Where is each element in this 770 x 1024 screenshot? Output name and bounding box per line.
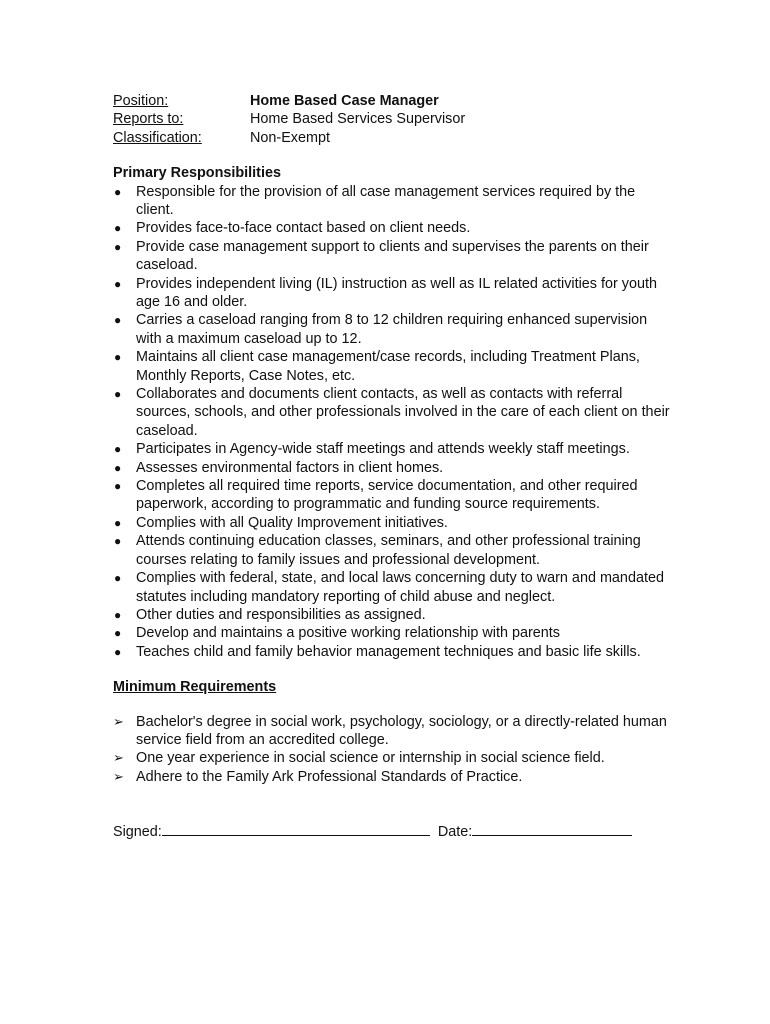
arrow-bullet-icon: ➢ (113, 768, 124, 784)
classification-label: Classification: (113, 129, 202, 146)
list-item: ● Maintains all client case management/case records, including Treatment Plans, Monthly Reports, Case Notes, etc. (114, 349, 640, 384)
list-item: ● Other duties and responsibilities as assigned. (114, 606, 426, 623)
classification-value: Non-Exempt (250, 129, 330, 146)
signed-label: Signed: (113, 824, 162, 841)
list-item: ➢ Adhere to the Family Ark Professional Standards of Practice. (113, 768, 523, 785)
requirements-list (113, 713, 673, 787)
position-value: Home Based Case Manager (250, 93, 439, 109)
bullet-icon: ● (114, 221, 122, 236)
position-label: Position: (113, 93, 169, 109)
bullet-icon: ● (114, 460, 122, 475)
bullet-icon: ● (114, 442, 122, 457)
reports-to-value: Home Based Services Supervisor (250, 111, 466, 128)
list-item: ● Responsible for the provision of all case management services required by the client. (114, 183, 636, 218)
list-item: ● Collaborates and documents client contacts, as well as contacts with referral sources, schools, and other professionals involved in the care of each client on their caseload. (114, 386, 670, 439)
bullet-icon: ● (114, 350, 122, 365)
signature-line[interactable] (162, 821, 430, 836)
arrow-bullet-icon: ➢ (113, 750, 124, 766)
bullet-icon: ● (114, 534, 122, 549)
job-description-document (113, 92, 673, 842)
responsibilities-list (113, 183, 673, 662)
position-row (113, 92, 673, 110)
bullet-icon: ● (114, 479, 122, 494)
list-item: ● Develop and maintains a positive working relationship with parents (114, 625, 560, 642)
list-item: ● Provides face-to-face contact based on client needs. (114, 220, 471, 237)
list-item: ● Provide case management support to clients and supervises the parents on their caseload. (114, 238, 649, 274)
bullet-icon: ● (114, 515, 122, 530)
list-item: ● Provides independent living (IL) instruction as well as IL related activities for youth age 16 and older. (114, 275, 657, 311)
list-item: ● Carries a caseload ranging from 8 to 12 children requiring enhanced supervision with a maximum caseload up to 12. (114, 312, 648, 347)
minimum-requirements-heading: Minimum Requirements (113, 679, 277, 696)
date-label: Date: (437, 824, 473, 841)
bullet-icon: ● (114, 571, 122, 586)
list-item: ● Teaches child and family behavior management techniques and basic life skills. (114, 643, 641, 660)
reports-to-label: Reports to: (113, 111, 184, 128)
bullet-icon: ● (114, 239, 122, 254)
list-item: ● Attends continuing education classes, seminars, and other professional training courses relating to family issues and professional development. (114, 533, 641, 568)
primary-responsibilities-heading: Primary Responsibilities (113, 165, 281, 182)
bullet-icon: ● (114, 607, 122, 622)
bullet-icon: ● (114, 276, 122, 291)
list-item: ➢ Bachelor's degree in social work, psychology, sociology, or a directly-related human service field from an accredited college. (113, 713, 667, 748)
list-item: ➢ One year experience in social science or internship in social science field. (113, 750, 605, 767)
signature-row (113, 821, 673, 841)
date-line[interactable] (472, 821, 632, 836)
classification-row (113, 129, 673, 147)
bullet-icon: ● (114, 387, 122, 402)
bullet-icon: ● (114, 313, 122, 328)
list-item: ● Complies with all Quality Improvement initiatives. (114, 514, 448, 531)
list-item: ● Completes all required time reports, service documentation, and other required paperwork, according to programmatic and funding source requirements. (114, 478, 638, 513)
list-item: ● Assesses environmental factors in client homes. (114, 459, 444, 476)
bullet-icon: ● (114, 644, 122, 659)
bullet-icon: ● (114, 626, 122, 641)
bullet-icon: ● (114, 184, 122, 199)
list-item: ● Complies with federal, state, and local laws concerning duty to warn and mandated statutes including mandatory reporting of child abuse and neglect. (114, 570, 664, 605)
arrow-bullet-icon: ➢ (113, 713, 124, 729)
reports-to-row (113, 110, 673, 128)
list-item: ● Participates in Agency-wide staff meetings and attends weekly staff meetings. (114, 441, 630, 458)
